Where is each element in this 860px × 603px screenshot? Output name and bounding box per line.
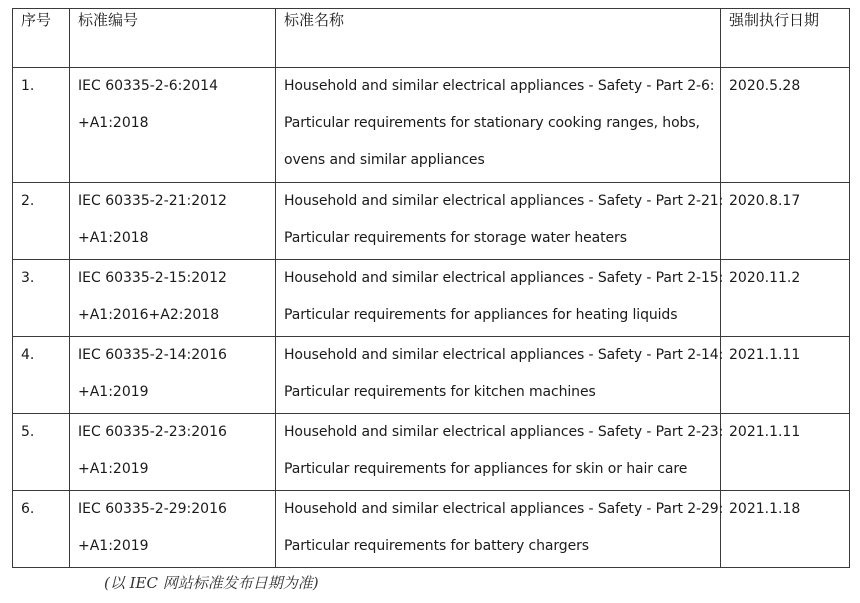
name-line: Particular requirements for appliances for heating liquids (284, 307, 678, 323)
name-line: Particular requirements for storage water heaters (284, 230, 627, 246)
number-line: IEC 60335-2-21:2012 (78, 193, 227, 209)
row-standard-name (276, 337, 724, 414)
header-standard-number: 标准编号 (70, 9, 276, 68)
row-standard-number (70, 183, 276, 260)
row-enforcement-date: 2020.5.28 (721, 68, 850, 183)
table-header-row (13, 9, 850, 68)
row-enforcement-date: 2021.1.11 (721, 414, 850, 491)
number-line: IEC 60335-2-15:2012 (78, 270, 227, 286)
row-index: 6. (13, 491, 70, 568)
name-line: Household and similar electrical appliances - Safety - Part 2-15: (284, 270, 724, 286)
table-row (13, 260, 850, 337)
name-line: Particular requirements for battery chargers (284, 538, 589, 554)
header-index: 序号 (13, 9, 70, 68)
row-standard-name (276, 68, 721, 183)
row-index: 2. (13, 183, 70, 260)
name-line: Household and similar electrical appliances - Safety - Part 2-21: (284, 193, 724, 209)
row-index: 3. (13, 260, 70, 337)
row-index: 1. (13, 68, 70, 183)
table-row (13, 337, 850, 414)
number-line: IEC 60335-2-29:2016 (78, 501, 227, 517)
row-standard-name (276, 183, 724, 260)
name-line: Household and similar electrical appliances - Safety - Part 2-23: (284, 424, 724, 440)
standards-table (12, 8, 850, 568)
header-enforcement-date: 强制执行日期 (721, 9, 850, 68)
name-line: Particular requirements for appliances for skin or hair care (284, 461, 688, 477)
amendment-line: +A1:2018 (78, 115, 149, 131)
row-standard-number (70, 68, 276, 183)
name-line: Particular requirements for kitchen machines (284, 384, 596, 400)
footnote: (以 IEC 网站标准发布日期为准) (104, 574, 319, 592)
row-enforcement-date: 2021.1.18 (721, 491, 850, 568)
name-line: Household and similar electrical appliances - Safety - Part 2-6: (284, 78, 715, 94)
amendment-line: +A1:2018 (78, 230, 149, 246)
row-enforcement-date: 2021.1.11 (721, 337, 850, 414)
row-enforcement-date: 2020.8.17 (721, 183, 850, 260)
amendment-line: +A1:2019 (78, 461, 149, 477)
row-standard-number (70, 414, 276, 491)
row-standard-number (70, 260, 276, 337)
number-line: IEC 60335-2-23:2016 (78, 424, 227, 440)
row-standard-name (276, 414, 724, 491)
name-line: Household and similar electrical appliances - Safety - Part 2-14: (284, 347, 724, 363)
row-standard-number (70, 337, 276, 414)
row-index: 4. (13, 337, 70, 414)
name-line: Household and similar electrical appliances - Safety - Part 2-29: (284, 501, 724, 517)
row-standard-name (276, 491, 724, 568)
amendment-line: +A1:2019 (78, 384, 149, 400)
name-line: Particular requirements for stationary cooking ranges, hobs, (284, 115, 700, 131)
number-line: IEC 60335-2-14:2016 (78, 347, 227, 363)
table-row (13, 183, 850, 260)
name-line: ovens and similar appliances (284, 152, 485, 168)
table-row (13, 491, 850, 568)
header-standard-name: 标准名称 (276, 9, 721, 68)
row-index: 5. (13, 414, 70, 491)
amendment-line: +A1:2016+A2:2018 (78, 307, 220, 323)
number-line: IEC 60335-2-6:2014 (78, 78, 218, 94)
row-standard-name (276, 260, 724, 337)
amendment-line: +A1:2019 (78, 538, 149, 554)
table-row (13, 68, 850, 183)
row-enforcement-date: 2020.11.2 (721, 260, 850, 337)
row-standard-number (70, 491, 276, 568)
table-row (13, 414, 850, 491)
